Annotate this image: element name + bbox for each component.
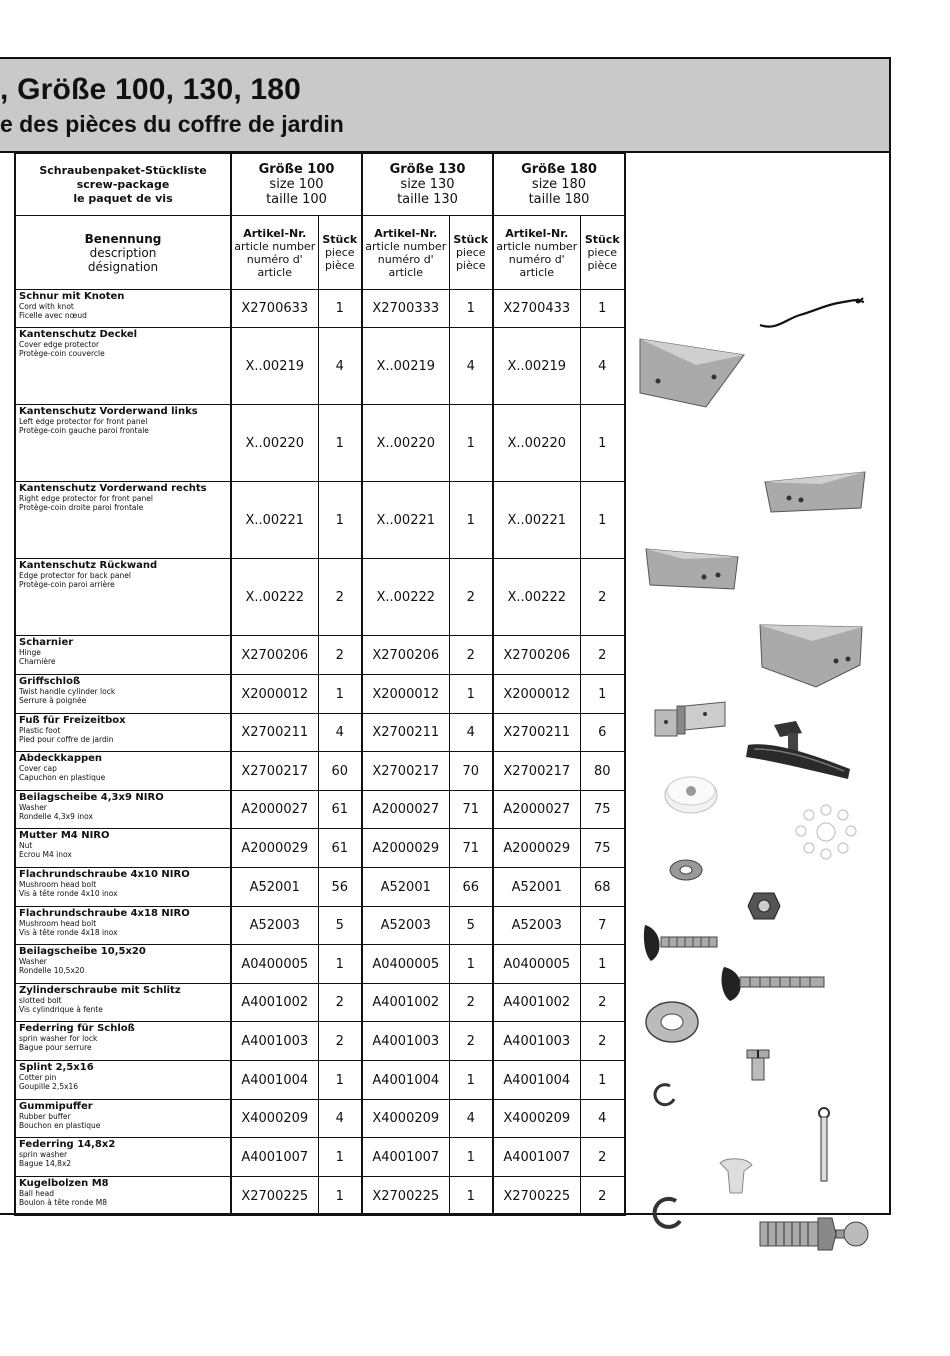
quantity-100: 1 [318,405,362,482]
part-name-en: Plastic foot [19,726,61,735]
table-row [15,559,625,636]
qty-header-de: Stück [322,233,358,246]
part-name-fr: Bouchon en plastique [19,1121,101,1130]
part-name-de: Kantenschutz Vorderwand links [19,406,198,417]
article-number-180: X2000012 [493,675,580,714]
article-number-180: X2700206 [493,636,580,675]
twist-handle-lock-icon [744,715,854,785]
quantity-100: 4 [318,328,362,405]
quantity-130: 4 [449,328,493,405]
part-name-de: Beilagscheibe 4,3x9 NIRO [19,792,164,803]
part-name-cell-federring-fuer-schloss [15,1022,231,1061]
article-number-100: X4000209 [231,1100,318,1138]
table-row [15,907,625,945]
part-name-en: Left edge protector for front panel [19,417,148,426]
mushroom-bolt-short-icon [641,923,721,963]
parts-list-frame [0,57,891,1215]
nut-icon [746,891,782,921]
part-name-fr: Protège-coin droite paroi frontale [19,503,144,512]
article-number-130: X..00221 [362,482,449,559]
quantity-180: 1 [580,1061,625,1100]
part-name-cell-beilagscheibe-10-5x20 [15,945,231,984]
quantity-130: 71 [449,791,493,829]
quantity-130: 1 [449,482,493,559]
part-name-en: Hinge [19,648,41,657]
article-number-100: A2000027 [231,791,318,829]
quantity-180: 1 [580,675,625,714]
part-name-de: Flachrundschraube 4x18 NIRO [19,908,190,919]
name-header-fr: désignation [87,259,159,274]
quantity-100: 1 [318,1138,362,1177]
large-washer-icon [644,1000,700,1044]
part-name-fr: Serrure à poignée [19,696,87,705]
quantity-180: 4 [580,328,625,405]
table-row [15,1022,625,1061]
quantity-130: 70 [449,752,493,791]
ball-head-bolt-icon [756,1210,871,1260]
article-number-130: A4001002 [362,984,449,1022]
part-name-en: Cover cap [19,764,57,773]
part-name-fr: Capuchon en plastique [19,773,106,782]
part-name-de: Griffschloß [19,676,81,687]
cotter-pin-icon [814,1105,834,1185]
part-name-de: Zylinderschraube mit Schlitz [19,985,181,996]
table-row [15,868,625,907]
quantity-180: 1 [580,290,625,328]
part-name-en: sprin washer [19,1150,68,1159]
hinge-icon [651,700,731,740]
article-number-130: X2700206 [362,636,449,675]
part-name-en: slotted bolt [19,996,62,1005]
article-number-180: X2700211 [493,714,580,752]
size-180-de: Größe 180 [521,162,597,177]
qty-header-fr: pièce [587,259,618,272]
article-number-100: A2000029 [231,829,318,868]
table-row [15,1061,625,1100]
quantity-100: 4 [318,1100,362,1138]
table-row [15,1177,625,1216]
quantity-100: 4 [318,714,362,752]
article-number-130: X4000209 [362,1100,449,1138]
article-number-130: A4001004 [362,1061,449,1100]
quantity-180: 2 [580,636,625,675]
quantity-130: 2 [449,984,493,1022]
quantity-180: 2 [580,984,625,1022]
header-row-sizes [15,154,625,216]
size-180-en: size 180 [531,177,587,192]
art-header-de: Artikel-Nr. [374,226,438,240]
quantity-100: 1 [318,290,362,328]
table-row [15,1100,625,1138]
art-header-fr2: article [519,265,554,279]
article-number-130: A2000029 [362,829,449,868]
article-number-180: A52003 [493,907,580,945]
article-number-180: X..00222 [493,559,580,636]
quantity-180: 1 [580,405,625,482]
part-name-cell-flachrundschraube-4x10-niro [15,868,231,907]
name-header-en: description [89,245,157,260]
part-name-fr: Goupille 2,5x16 [19,1082,79,1091]
part-name-fr: Vis à tête ronde 4x10 inox [19,889,118,898]
part-name-en: Ball head [19,1189,55,1198]
quantity-130: 4 [449,714,493,752]
part-name-fr: Protège-coin couvercle [19,349,105,358]
quantity-130: 1 [449,1177,493,1216]
part-name-fr: Bague pour serrure [19,1043,92,1052]
quantity-130: 1 [449,1061,493,1100]
part-name-fr: Charnière [19,657,56,666]
art-header-en: article number [234,239,316,253]
name-header [15,216,231,290]
part-name-fr: Rondelle 10,5x20 [19,966,85,975]
quantity-180: 4 [580,1100,625,1138]
article-number-180: A2000027 [493,791,580,829]
table-row [15,714,625,752]
part-name-en: Edge protector for back panel [19,571,131,580]
article-number-180: X..00219 [493,328,580,405]
part-name-cell-gummipuffer [15,1100,231,1138]
art-header-en: article number [496,239,578,253]
quantity-100: 2 [318,1022,362,1061]
cord-icon [756,295,866,333]
table-row [15,675,625,714]
table-row [15,290,625,328]
article-number-180: A4001002 [493,984,580,1022]
quantity-180: 80 [580,752,625,791]
quantity-130: 1 [449,290,493,328]
part-name-fr: Ficelle avec nœud [19,311,87,320]
part-name-de: Kantenschutz Vorderwand rechts [19,483,207,494]
quantity-130: 1 [449,945,493,984]
size-100-fr: taille 100 [266,192,327,207]
article-number-100: A52001 [231,868,318,907]
article-number-180: X2700217 [493,752,580,791]
art-header-130 [362,216,449,290]
part-name-de: Beilagscheibe 10,5x20 [19,946,146,957]
part-name-cell-kantenschutz-vorderwand-links [15,405,231,482]
article-number-180: X4000209 [493,1100,580,1138]
part-name-cell-kantenschutz-rueckwand [15,559,231,636]
page-title: , Größe 100, 130, 180 [0,73,302,106]
qty-header-de: Stück [453,233,489,246]
quantity-100: 56 [318,868,362,907]
part-name-en: Cover edge protector [19,340,100,349]
part-name-cell-fuss-fuer-freizeitbox [15,714,231,752]
table-row [15,791,625,829]
part-name-cell-abdeckkappen [15,752,231,791]
part-name-de: Federring 14,8x2 [19,1139,116,1150]
qty-header-de: Stück [584,233,620,246]
part-name-cell-zylinderschraube-mit-schlitz [15,984,231,1022]
quantity-100: 61 [318,829,362,868]
part-name-cell-schnur-mit-knoten [15,290,231,328]
part-name-en: Nut [19,841,33,850]
size-130-de: Größe 130 [389,162,466,177]
part-name-de: Scharnier [19,637,74,648]
slotted-bolt-icon [744,1048,772,1082]
part-name-en: Mushroom head bolt [19,919,97,928]
table-row [15,829,625,868]
quantity-130: 66 [449,868,493,907]
article-number-130: X2700211 [362,714,449,752]
art-header-fr2: article [388,265,423,279]
quantity-130: 5 [449,907,493,945]
article-number-130: X..00222 [362,559,449,636]
article-number-180: A4001003 [493,1022,580,1061]
article-number-180: X2700433 [493,290,580,328]
quantity-130: 1 [449,405,493,482]
article-number-180: X2700225 [493,1177,580,1216]
part-name-cell-kantenschutz-vorderwand-rechts [15,482,231,559]
table-row [15,1138,625,1177]
quantity-180: 1 [580,945,625,984]
table-row [15,405,625,482]
part-name-de: Flachrundschraube 4x10 NIRO [19,869,190,880]
part-name-fr: Rondelle 4,3x9 inox [19,812,93,821]
article-number-130: X2000012 [362,675,449,714]
article-number-180: A4001004 [493,1061,580,1100]
plastic-foot-icon [661,771,721,815]
art-header-de: Artikel-Nr. [505,226,569,240]
cover-caps-icon [791,803,861,861]
part-name-fr: Boulon à tête ronde M8 [19,1198,108,1207]
size-130-en: size 130 [400,177,455,192]
table-row [15,636,625,675]
quantity-130: 2 [449,1022,493,1061]
quantity-180: 2 [580,559,625,636]
quantity-130: 1 [449,1138,493,1177]
article-number-130: X..00219 [362,328,449,405]
quantity-130: 4 [449,1100,493,1138]
rubber-buffer-icon [716,1157,756,1197]
part-name-cell-flachrundschraube-4x18-niro [15,907,231,945]
part-name-en: Mushroom head bolt [19,880,97,889]
size-100-de: Größe 100 [258,162,335,177]
part-name-de: Kantenschutz Deckel [19,329,138,340]
parts-table [14,153,626,1216]
article-number-130: X2700217 [362,752,449,791]
part-name-de: Gummipuffer [19,1101,93,1112]
part-name-fr: Bague 14,8x2 [19,1159,72,1168]
part-name-cell-federring-14-8x2 [15,1138,231,1177]
part-name-en: Washer [19,957,47,966]
quantity-100: 1 [318,1061,362,1100]
part-name-fr: Vis cylindrique à fente [19,1005,103,1014]
article-number-100: X2000012 [231,675,318,714]
article-number-130: X2700225 [362,1177,449,1216]
quantity-100: 1 [318,945,362,984]
part-name-cell-scharnier [15,636,231,675]
art-header-fr2: article [257,265,292,279]
part-name-en: Rubber buffer [19,1112,71,1121]
header-band [0,59,889,153]
part-name-fr: Protège-coin paroi arrière [19,580,115,589]
article-number-100: A0400005 [231,945,318,984]
qty-header-fr: pièce [324,259,355,272]
part-name-de: Kugelbolzen M8 [19,1178,109,1189]
part-name-fr: Vis à tête ronde 4x18 inox [19,928,118,937]
quantity-180: 2 [580,1022,625,1061]
size-130-header [362,154,493,216]
qty-header-180 [580,216,625,290]
qty-header-fr: pièce [455,259,486,272]
quantity-100: 1 [318,675,362,714]
part-name-en: Twist handle cylinder lock [19,687,116,696]
article-number-100: X..00219 [231,328,318,405]
list-title-fr: le paquet de vis [73,191,173,205]
qty-header-100 [318,216,362,290]
qty-header-en: piece [587,246,618,259]
quantity-100: 2 [318,636,362,675]
art-header-en: article number [365,239,447,253]
part-name-en: Cord with knot [19,302,74,311]
part-name-en: Right edge protector for front panel [19,494,153,503]
part-name-en: sprin washer for lock [19,1034,98,1043]
article-number-100: X..00220 [231,405,318,482]
art-header-180 [493,216,580,290]
part-name-fr: Pied pour coffre de jardin [19,735,114,744]
article-number-100: X2700217 [231,752,318,791]
article-number-100: X..00221 [231,482,318,559]
article-number-130: A0400005 [362,945,449,984]
art-header-fr1: numéro d' [508,252,565,266]
quantity-100: 61 [318,791,362,829]
article-number-180: X..00220 [493,405,580,482]
art-header-100 [231,216,318,290]
header-row-columns [15,216,625,290]
part-name-de: Splint 2,5x16 [19,1062,94,1073]
quantity-180: 2 [580,1177,625,1216]
article-number-130: A2000027 [362,791,449,829]
article-number-100: A52003 [231,907,318,945]
article-number-100: X2700206 [231,636,318,675]
art-header-fr1: numéro d' [377,252,434,266]
spring-washer-icon [650,1081,680,1109]
article-number-130: A52001 [362,868,449,907]
quantity-180: 68 [580,868,625,907]
article-number-100: A4001003 [231,1022,318,1061]
list-title-cell [15,154,231,216]
qty-header-130 [449,216,493,290]
article-number-100: X..00222 [231,559,318,636]
part-name-de: Mutter M4 NIRO [19,830,110,841]
part-name-de: Abdeckkappen [19,753,103,764]
quantity-180: 1 [580,482,625,559]
part-name-en: Washer [19,803,47,812]
table-row [15,328,625,405]
qty-header-en: piece [324,246,355,259]
size-100-en: size 100 [269,177,324,192]
article-number-180: X..00221 [493,482,580,559]
washer-icon [668,858,704,882]
article-number-130: A4001003 [362,1022,449,1061]
quantity-180: 75 [580,791,625,829]
quantity-100: 1 [318,1177,362,1216]
list-title-de: Schraubenpaket-Stückliste [39,163,207,177]
size-100-header [231,154,362,216]
name-header-de: Benennung [84,231,162,246]
article-number-100: X2700633 [231,290,318,328]
part-name-cell-splint-2-5x16 [15,1061,231,1100]
article-number-130: A52003 [362,907,449,945]
quantity-100: 5 [318,907,362,945]
part-name-cell-kugelbolzen-m8 [15,1177,231,1216]
table-row [15,482,625,559]
quantity-180: 6 [580,714,625,752]
size-130-fr: taille 130 [397,192,458,207]
article-number-100: X2700225 [231,1177,318,1216]
part-name-cell-kantenschutz-deckel [15,328,231,405]
table-row [15,945,625,984]
part-name-cell-griffschloss [15,675,231,714]
quantity-100: 60 [318,752,362,791]
back-edge-protector-icon [756,621,868,691]
article-number-100: A4001002 [231,984,318,1022]
quantity-180: 75 [580,829,625,868]
quantity-180: 7 [580,907,625,945]
part-name-fr: Protège-coin gauche paroi frontale [19,426,149,435]
part-name-fr: Ecrou M4 inox [19,850,72,859]
size-180-header [493,154,625,216]
article-number-180: A2000029 [493,829,580,868]
part-name-cell-beilagscheibe-4-3x9-niro [15,791,231,829]
article-number-130: A4001007 [362,1138,449,1177]
table-row [15,752,625,791]
article-number-180: A0400005 [493,945,580,984]
part-name-de: Fuß für Freizeitbox [19,715,126,726]
qty-header-en: piece [455,246,486,259]
size-180-fr: taille 180 [528,192,590,207]
quantity-130: 2 [449,559,493,636]
article-number-180: A52001 [493,868,580,907]
quantity-130: 71 [449,829,493,868]
right-edge-protector-icon [644,545,744,595]
quantity-100: 1 [318,482,362,559]
spring-washer-large-icon [648,1195,686,1233]
part-name-de: Kantenschutz Rückwand [19,560,158,571]
article-number-100: A4001004 [231,1061,318,1100]
table-body [15,154,625,1216]
art-header-fr1: numéro d' [246,252,303,266]
article-number-130: X2700333 [362,290,449,328]
cover-edge-protector-icon [636,335,751,410]
art-header-de: Artikel-Nr. [243,226,307,240]
table-row [15,984,625,1022]
parts-illustrations [626,295,888,1215]
mushroom-bolt-long-icon [718,963,828,1003]
left-edge-protector-icon [761,470,871,515]
part-name-en: Cotter pin [19,1073,57,1082]
part-name-de: Schnur mit Knoten [19,291,125,302]
list-title-en: screw-package [76,177,170,191]
quantity-130: 1 [449,675,493,714]
part-name-de: Federring für Schloß [19,1023,135,1034]
quantity-100: 2 [318,559,362,636]
page-subtitle: e des pièces du coffre de jardin [0,111,344,137]
quantity-100: 2 [318,984,362,1022]
article-number-100: A4001007 [231,1138,318,1177]
part-name-cell-mutter-m4-niro [15,829,231,868]
quantity-180: 2 [580,1138,625,1177]
article-number-180: A4001007 [493,1138,580,1177]
quantity-130: 2 [449,636,493,675]
article-number-130: X..00220 [362,405,449,482]
article-number-100: X2700211 [231,714,318,752]
